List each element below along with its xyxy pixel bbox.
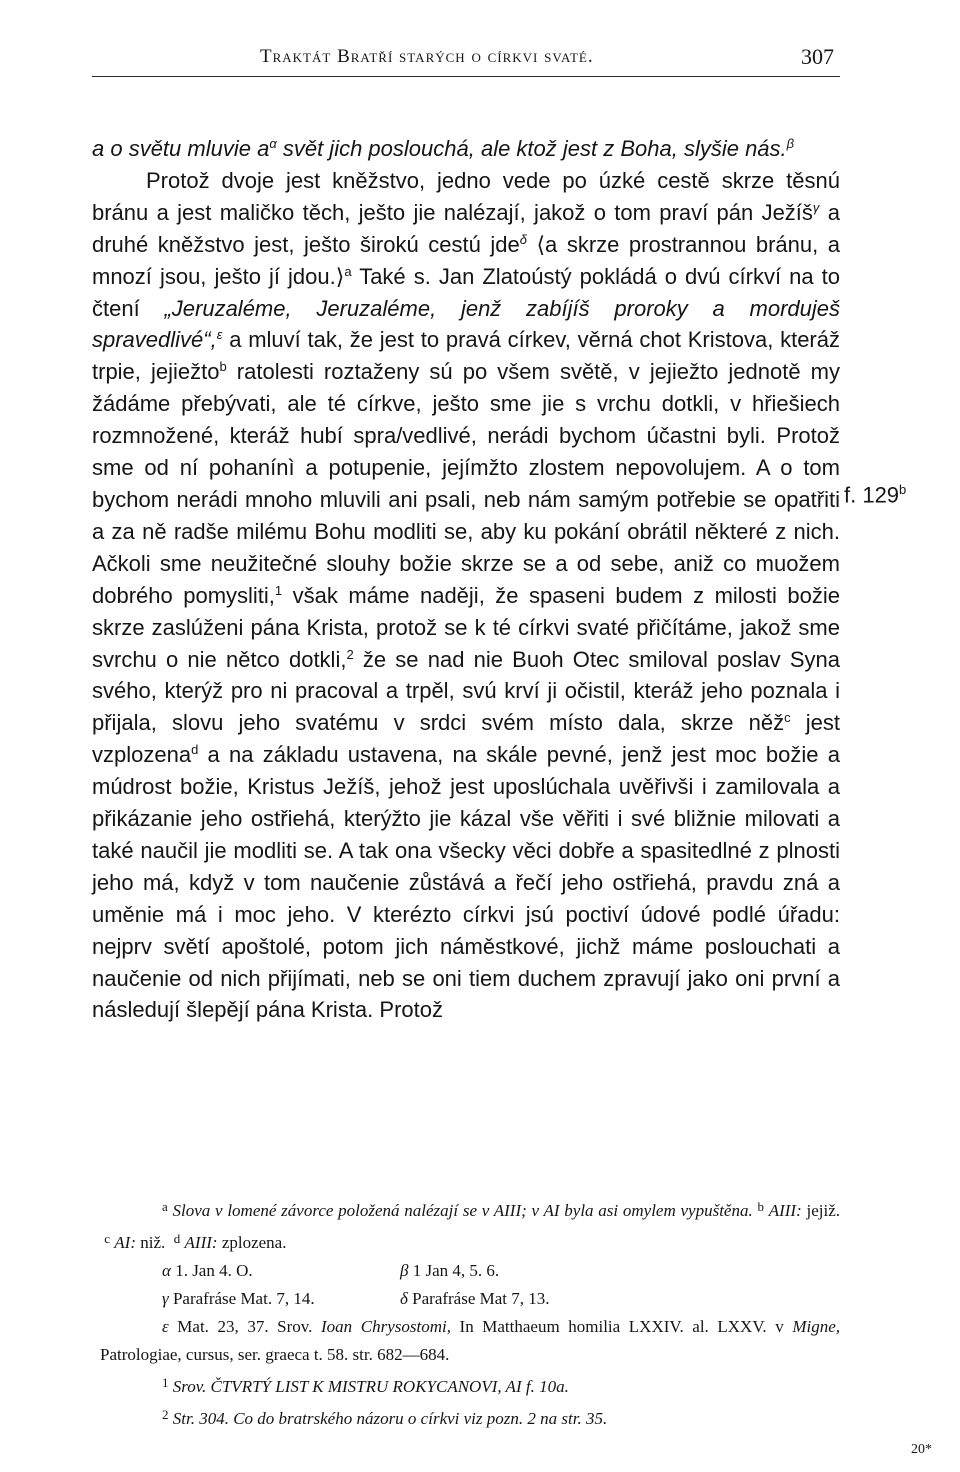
paragraph-1 bbox=[92, 133, 840, 165]
footnote-row bbox=[100, 1285, 840, 1313]
footnote-ref: 1 bbox=[274, 582, 283, 598]
running-header bbox=[92, 42, 840, 77]
footnote-epsilon: ε Mat. 23, 37. Srov. Ioan Chrysostomi, In Matthaeum homilia LXXIV. al. LXXV. v Migne, Patrologiae, cursus, ser. graeca t. 58. str. 682—684. bbox=[100, 1317, 841, 1364]
footnote-a: $^a$ Slova v lomené závorce položená nalézají se v AIII; v AI byla asi omylem vypuštěna. $^b$ AIII: jejiž. $^c$ AI: niž. $^d$ AIII: zplozena. bbox=[104, 1199, 841, 1252]
printer-signature-mark: 20* bbox=[911, 1442, 932, 1457]
footnote-1: $^1$ Srov. ČTVRTÝ LIST K MISTRU ROKYCANOVI, AI f. 10a. bbox=[162, 1375, 569, 1396]
footnote-ref: β bbox=[786, 136, 795, 151]
page-number: 307 bbox=[801, 44, 834, 69]
footnote-ref: b bbox=[219, 359, 227, 375]
footnote-ref: d bbox=[191, 742, 199, 758]
main-text bbox=[92, 133, 840, 1026]
footnote-2: $^2$ Str. 304. Co do bratrského názoru o církvi viz pozn. 2 na str. 35. bbox=[162, 1407, 608, 1428]
footnote-ref: a bbox=[344, 263, 352, 279]
footnote-beta: β 1 Jan 4, 5. 6. bbox=[400, 1261, 500, 1280]
running-title: Traktát Bratří starých o církvi svaté. bbox=[260, 46, 594, 67]
footnote-ref: δ bbox=[519, 231, 527, 247]
footnote-ref: 2 bbox=[346, 646, 354, 662]
footnote-gamma: γ Parafráse Mat. 7, 14. bbox=[162, 1289, 315, 1308]
footnotes bbox=[100, 1193, 840, 1433]
footnote-ref: ε bbox=[216, 327, 223, 343]
footnote-ref: γ bbox=[812, 199, 820, 215]
paragraph-2: Protož dvoje jest kněžstvo, jedno vede po úzké cestě skrze těsnú bránu a jest maličko těch, ješto jie nalézají, jakož o tom praví pán Ježíš$^\gamma$ a druhé kněžstvo jest, ješto širokú cestú jde$^\delta$ ⟨a skrze prostrannou bránu, a mnozí jsou, ješto jí jdou.⟩$^a$ Také s. Jan Zlatoústý pokládá o dvú církví na to čtení „Jeruzaléme, Jeruzaléme, jenž zabíjíš proroky a morduješ spravedlivé“,$^\varepsilon$ a mluví tak, že jest to pravá církev, věrná chot Kristova, kteráž trpie, jejiežto$^b$ ratolesti roztaženy sú po všem světě, v jejiežto jednotě my žádáme přebývati, ale té církve, ješto sme jie s vrchu dotkli, v hřiešiech rozmnožené, kteráž hubí spra/vedlivé, nerádi bychom účastni byli. Protož sme od ní pohanínì a potupenie, jejímžto zlostem nepovolujem. A o tom bychom nerádi mnoho mluvili ani psali, neb nám samým potřebie se opatřiti a za ně radše milému Bohu modliti se, aby ku pokání obrátil některé z nich. Ačkoli sme neužitečné slouhy božie skrze se a od sebe, aniž co muožem dobrého pomysliti,$^1$ však máme naději, že spaseni budem z milosti božie skrze zaslúženi pána Krista, protož se k té církvi svaté přičítáme, jakož sme svrchu o nie nětco dotkli,$^2$ že se nad nie Buoh Otec smiloval poslav Syna svého, kterýž pro ni pracoval a trpěl, svú krví ji očistil, kteráž jeho poznala i přijala, slovu jeho svatému v srdci svém místo dala, skrze něž$^c$ jest vzplozena$^d$ a na základu ustavena, na skále pevné, jenž jest moc božie a múdrost božie, Kristus Ježíš, jehož jest uposlúchala uvěřivši i zamilovala a přikázanie jeho ostřiehá, kterýžto jie kázal vše věřiti i své bližnie milovati a také naučil jie modliti se. A tak ona všecky věci dobře a spasitedlné z plnosti jeho má, když v tom naučenie zůstává a řečí jeho ostřiehá, pravdu zná a uměnie má i moc jeho. V kterézto církvi jsú poctiví údové podlé úřadu: nejprv světí apoštolé, potom jich náměstkové, jichž máme poslouchati a naučenie od nich přijímati, neb se oni tiem duchem zpravují jako oni první a následují šlepějí pána Krista. Protož bbox=[92, 167, 840, 1023]
scripture-quote: „Jeruzaléme, Jeruzaléme, jenž zabíjíš proroky a morduješ spravedlivé“, bbox=[92, 295, 840, 353]
margin-folio-note: f. 129$^b$ bbox=[844, 482, 907, 508]
scripture-quote: a o světu mluvie a$^\alpha$ svět jich poslouchá, ale ktož jest z Boha, slyšie nás.$^\beta$ bbox=[92, 136, 795, 161]
footnote-ref: α bbox=[269, 136, 277, 151]
footnote-ref: c bbox=[784, 710, 791, 726]
footnote-alpha: α 1. Jan 4. O. bbox=[162, 1261, 253, 1280]
footnote-row bbox=[100, 1257, 840, 1285]
footnote-delta: δ Parafráse Mat 7, 13. bbox=[400, 1289, 550, 1308]
